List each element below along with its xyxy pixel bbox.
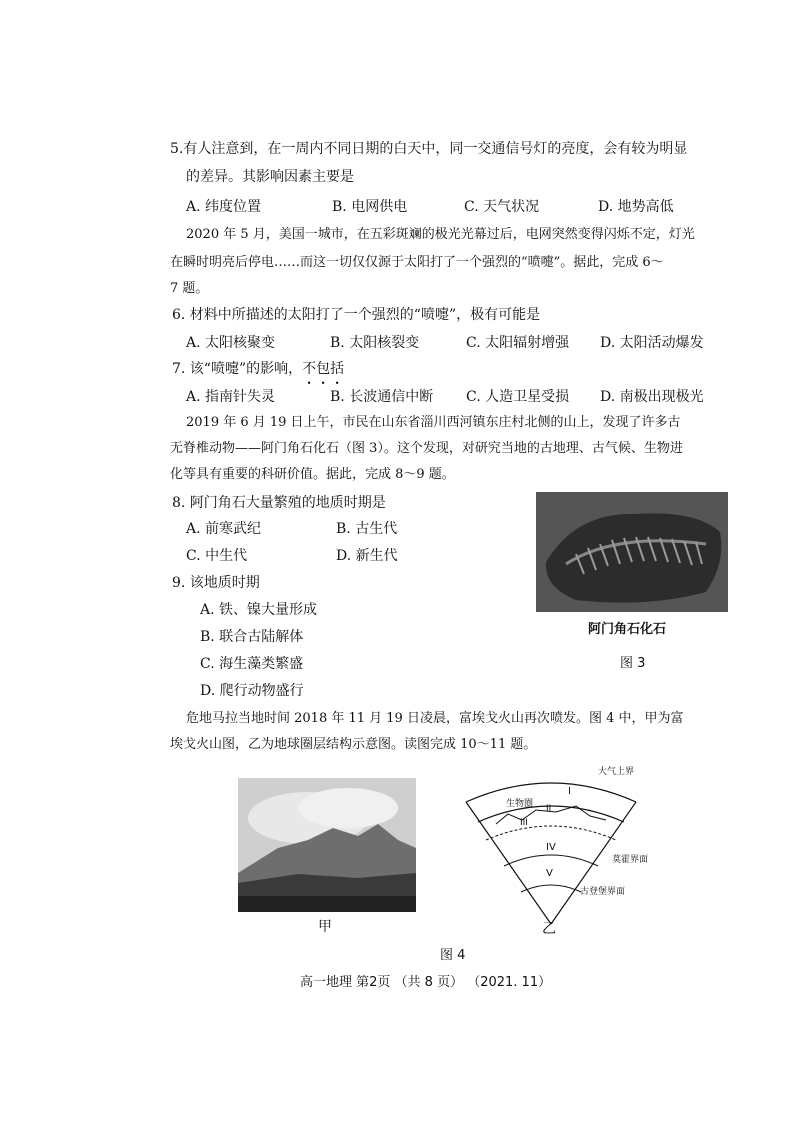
q6-option-d: D. 太阳活动爆发 (600, 335, 704, 351)
moho-label: 莫霍界面 (612, 855, 649, 865)
q9-option-a: A. 铁、镍大量形成 (200, 602, 318, 618)
figure4-label: 图 4 (440, 948, 466, 963)
layer-2-label: II (546, 804, 552, 814)
q7-option-c: C. 人造卫星受损 (466, 389, 570, 405)
layer-1-label: I (568, 786, 571, 797)
atmosphere-top-label: 大气上界 (598, 767, 635, 777)
q7-emphasis-char: 括 (330, 361, 345, 377)
q5-option-d: D. 地势高低 (598, 199, 674, 215)
q7-option-d: D. 南极出现极光 (600, 389, 704, 405)
q6-stem: 6. 材料中所描述的太阳打了一个强烈的“喷嚏”，极有可能是 (172, 307, 541, 323)
figure3-label: 图 3 (620, 656, 646, 671)
layer-3-label: III (520, 818, 528, 828)
fossil-photo (536, 492, 728, 612)
q8-option-a: A. 前寒武纪 (186, 521, 262, 537)
q7-stem-text: 7. 该“喷嚏”的影响， (172, 361, 303, 377)
q9-stem: 9. 该地质时期 (172, 575, 260, 591)
passage3-line2: 埃戈火山图，乙为地球圈层结构示意图。读图完成 10～11 题。 (170, 737, 537, 752)
q5-stem-line2: 的差异。其影响因素主要是 (186, 169, 354, 185)
figure4-yi-label: 乙 (542, 921, 556, 937)
volcano-image (238, 778, 416, 912)
q5-option-a: A. 纬度位置 (186, 199, 262, 215)
q5-stem-line1: 5.有人注意到，在一周内不同日期的白天中，同一交通信号灯的亮度，会有较为明显 (170, 141, 688, 157)
q8-option-d: D. 新生代 (336, 548, 398, 564)
q7-emphasis-char: 不 (302, 361, 317, 377)
q5-option-c: C. 天气状况 (464, 199, 540, 215)
q7-option-a: A. 指南针失灵 (186, 389, 276, 405)
passage3-line1: 危地马拉当地时间 2018 年 11 月 19 日凌晨，富埃戈火山再次喷发。图 4 中，甲为富 (186, 711, 684, 726)
gutenberg-label: 古登堡界面 (580, 887, 626, 897)
earth-layers-diagram (456, 762, 656, 930)
passage1-line2: 在瞬时明亮后停电……而这一切仅仅源于太阳打了一个强烈的“喷嚏”。据此，完成 6～ (170, 255, 664, 270)
q7-emphasis-char: 包 (316, 361, 331, 377)
layer-4-label: IV (546, 842, 556, 853)
passage1-line1: 2020 年 5 月，美国一城市，在五彩斑斓的极光光幕过后，电网突然变得闪烁不定，灯光 (186, 227, 695, 242)
q9-option-b: B. 联合古陆解体 (200, 629, 304, 645)
q9-option-c: C. 海生藻类繁盛 (200, 656, 304, 672)
volcano-photo (238, 778, 416, 912)
passage2-line3: 化等具有重要的科研价值。据此，完成 8～9 题。 (170, 467, 455, 482)
q5-option-b: B. 电网供电 (332, 199, 408, 215)
q8-option-b: B. 古生代 (336, 521, 398, 537)
q7-option-b: B. 长波通信中断 (330, 389, 434, 405)
q7-stem (172, 360, 344, 378)
layer-5-label: V (546, 868, 553, 879)
figure3-caption: 阿门角石化石 (588, 622, 667, 637)
figure4-jia-label: 甲 (318, 919, 332, 935)
fossil-image (536, 492, 728, 612)
q8-stem: 8. 阿门角石大量繁殖的地质时期是 (172, 495, 386, 511)
q6-option-a: A. 太阳核聚变 (186, 335, 276, 351)
passage2-line2: 无脊椎动物——阿门角石化石（图 3）。这个发现，对研究当地的古地理、古气候、生物进 (170, 441, 683, 456)
q6-option-b: B. 太阳核裂变 (330, 335, 420, 351)
q8-option-c: C. 中生代 (186, 548, 248, 564)
q6-option-c: C. 太阳辐射增强 (466, 335, 570, 351)
passage2-line1: 2019 年 6 月 19 日上午，市民在山东省淄川西河镇东庄村北侧的山上，发现了许多古 (186, 415, 681, 430)
q9-option-d: D. 爬行动物盛行 (200, 683, 304, 699)
page-footer: 高一地理 第2页 （共 8 页） （2021. 11） (300, 975, 552, 990)
passage1-line3: 7 题。 (170, 281, 209, 296)
biosphere-label: 生物圈 (506, 799, 534, 809)
